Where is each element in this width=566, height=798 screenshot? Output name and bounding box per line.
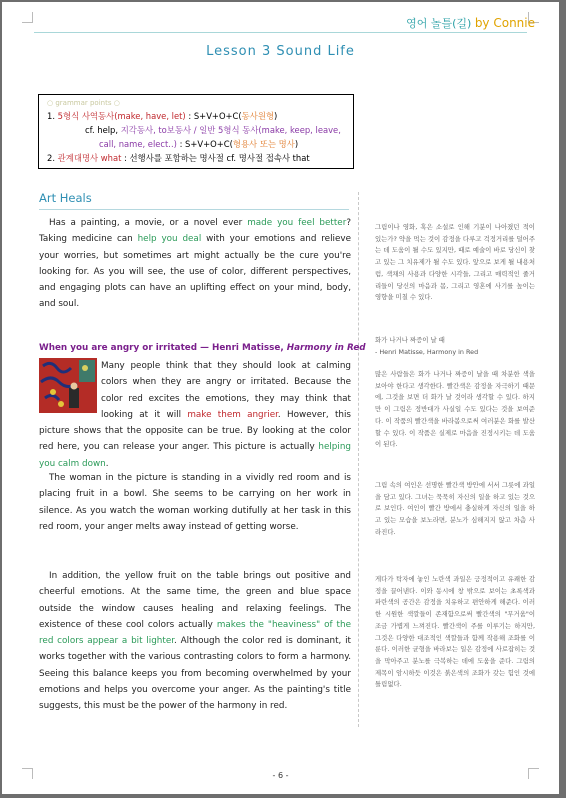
article-heading: Art Heals (39, 191, 92, 205)
grammar-points-box (38, 94, 354, 169)
section-subheading: When you are angry or irritated — Henri Matisse, Harmony in Red (39, 343, 366, 353)
paragraph-4: In addition, the yellow fruit on the table brings out positive and cheerful emotions. At the same time, the green and blue space outside the window causes healing and relaxing feelings. The existence of these cool colors actually makes the "heaviness" of the red colors appear a bit lighter. Although the color red is dominant, it works together with the various contrasting colors to form a harmony. Seeing this balance keeps you from becoming overwhelmed by your emotions and helps you overcome your anger. As the painting's title suggests, this must be the power of the harmony in red. (39, 571, 351, 712)
grammar-line-4: 2. 관계대명사 what : 선행사를 포함하는 명사절 cf. 명사절 접속사 that (47, 153, 310, 163)
document-page (2, 2, 559, 794)
paragraph-1: Has a painting, a movie, or a novel ever made you feel better? Taking medicine can help you deal with your emotions and relieve your worries, but sometimes art might actually be the cure you're looking for. As you will see, the use of color, different perspectives, and engaging plots can have an uplifting effect on your mind, body, and soul. (39, 218, 352, 310)
page-header (406, 15, 535, 31)
grammar-label: ○ grammar points ○ (47, 99, 120, 107)
heading-rule (39, 209, 349, 210)
korean-subtitle-source: - Henri Matisse, Harmony in Red (375, 348, 479, 356)
grammar-line-1: 1. 5형식 사역동사(make, have, let) : S+V+O+C(동사원형) (47, 111, 278, 121)
lesson-title: Lesson 3 Sound Life (206, 44, 355, 59)
header-author: by Connie (474, 16, 535, 30)
page-number: - 6 - (272, 771, 289, 780)
korean-subtitle: 화가 나거나 짜증이 날 때 (375, 336, 445, 344)
header-title: 영어 놀틀(길) (406, 17, 472, 30)
paragraph-2: Many people think that they should look at calming colors when they are angry or irritated. Because the color red excites the emotions, they may think that looking at it will make them angrier. However, this picture shows that the opposite can be true. By looking at the color red here, you can release your anger. This picture is actually helping you calm down. (39, 358, 351, 472)
grammar-line-2: cf. help, 지각동사, to보동사 / 일반 5형식 동사(make, keep, leave, (85, 125, 341, 135)
korean-translation-4: 게다가 탁자에 놓인 노란색 과일은 긍정적이고 유쾌한 감정을 끌어낸다. 이와 동시에 창 밖으로 보이는 초록색과 파란색의 공간은 감정을 치유하고 편안하게 해준다. 이러한 시원한 색깔들이 존재함으로써 빨간색의 "무거움"이 조금 가볍게 느껴진다. 빨간색이 주를 이루기는 하지만, 그것은 다양한 대조적인 색깔들과 함께 작용해 조화를 이룬다. 이러한 균형을 바라보는 일은 감정에 사로잡히는 것을 막아주고 분노를 극복하는 데에 도움을 준다. 그림의 제목이 암시하듯 이것은 붉은색의 조화가 갖는 힘인 것에 틀림없다. (375, 575, 535, 689)
korean-translation-2: 많은 사람들은 화가 나거나 짜증이 날을 때 차분한 색을 보아야 한다고 생각한다. 빨간색은 감정을 자극하기 때문에, 그것을 보면 더 화가 날 것이라 생각할 수 있다. 하지만 이 그림은 정반대가 사실일 수도 있다는 것을 보여준다. 이 작품의 빨간색을 바라봄으로써 여러분은 화를 발산할 수 있다. 이 작품은 실제로 마음을 진정시키는 데 도움이 된다. (375, 370, 535, 449)
harmony-in-red-image (39, 358, 97, 413)
grammar-line-3: call, name, elect..) : S+V+O+C(형용사 또는 명사) (99, 139, 299, 149)
korean-translation-3: 그림 속의 여인은 선명한 빨간색 방안에 서서 그릇에 과일을 담고 있다. 그녀는 묵묵히 자신의 일을 하고 있는 것으로 보인다. 여인이 빨간 방에서 충실하게 자신의 일을 하고 있는 모습을 보노라면, 분노가 심해지지 않고 차츰 사라진다. (375, 481, 535, 536)
column-divider (358, 192, 360, 727)
header-rule (34, 32, 527, 33)
paragraph-3: The woman in the picture is standing in a vividly red room and is placing fruit in a bowl. She seems to be carrying on her work in silence. As you watch the woman working dutifully at her task in this red room, your anger melts away instead of getting worse. (39, 473, 351, 532)
korean-translation-1: 그림이나 영화, 혹은 소설로 인해 기분이 나아졌던 적이 있는가? 약을 먹는 것이 감정을 다루고 걱정거리를 덜어주는 데 도움이 될 수도 있지만, 때로 예술이 바로 당신이 찾고 있는 그 치유제가 될 수도 있다. 앞으로 보게 될 내용처럼, 색채의 사용과 다양한 시각들, 그리고 매력적인 줄거리들이 당신의 마음과 몸, 그리고 영혼에 사기를 높이는 영향을 미칠 수 있다. (375, 223, 535, 302)
crop-mark (22, 12, 33, 23)
